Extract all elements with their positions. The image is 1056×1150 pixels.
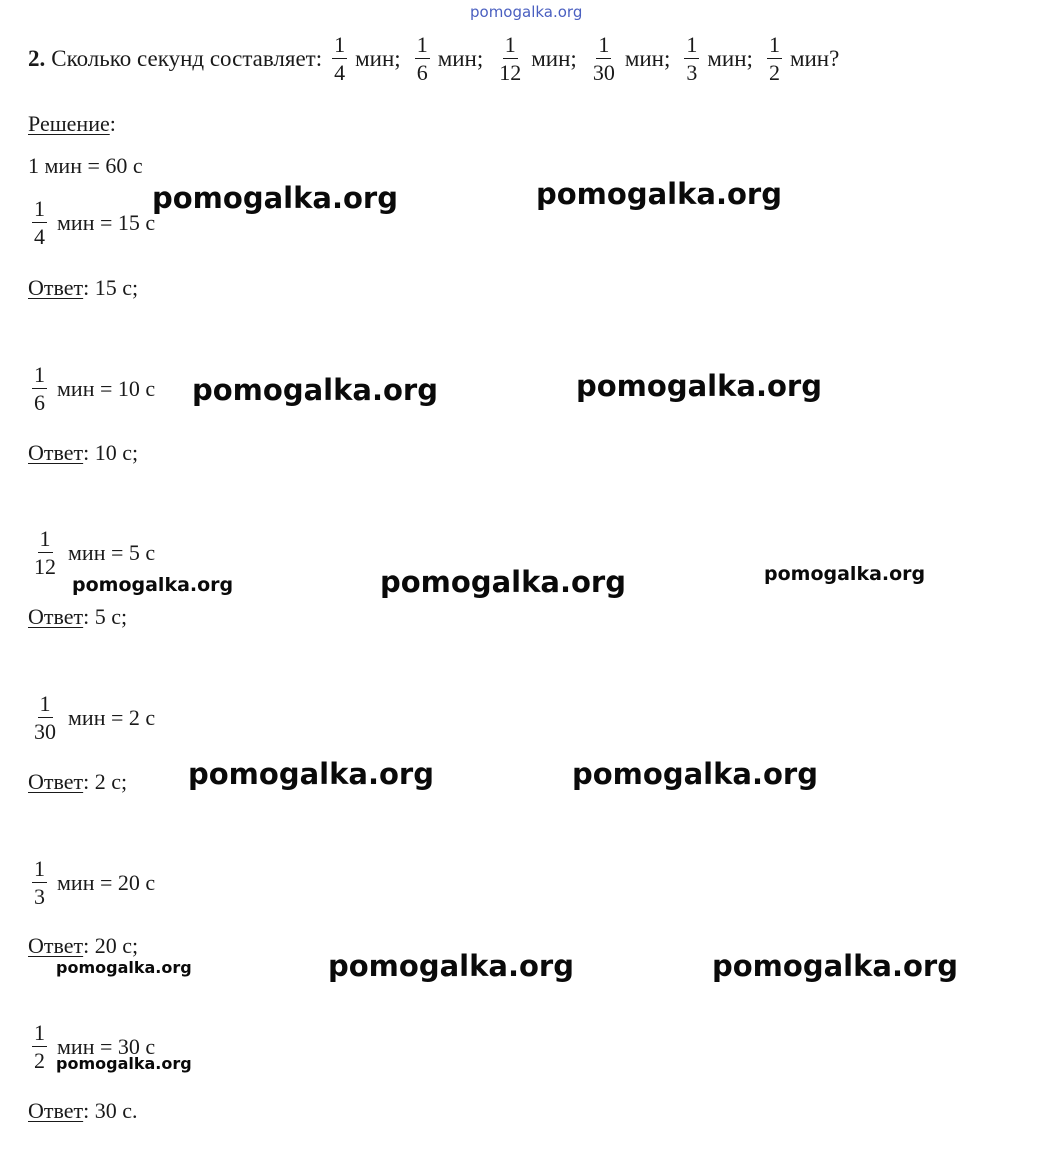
step-answer: Ответ: 15 с; bbox=[28, 275, 139, 300]
step-answer: Ответ: 2 с; bbox=[28, 769, 128, 794]
step-answer: Ответ: 20 с; bbox=[28, 933, 139, 958]
step-equation: $\frac{1}{6}$ мин = 10 с bbox=[34, 362, 156, 415]
step-fraction: $\frac{1}{3}$ bbox=[34, 856, 45, 909]
task-number: 2. bbox=[28, 46, 46, 71]
watermark: pomogalka.org bbox=[56, 958, 192, 977]
watermark: pomogalka.org bbox=[536, 177, 782, 211]
watermark: pomogalka.org bbox=[188, 757, 434, 791]
watermark: pomogalka.org bbox=[56, 1054, 192, 1073]
task-unit: мин; bbox=[355, 46, 401, 71]
watermark: pomogalka.org bbox=[328, 949, 574, 983]
watermark: pomogalka.org bbox=[712, 949, 958, 983]
task-fraction: $\frac{1}{2}$ bbox=[768, 32, 780, 85]
step-equation: $\frac{1}{4}$ мин = 15 с bbox=[34, 196, 156, 249]
step-equation: $\frac{1}{12}$ мин = 5 с bbox=[34, 526, 156, 579]
watermark: pomogalka.org bbox=[72, 574, 234, 596]
task-fraction: $\frac{1}{3}$ bbox=[686, 32, 698, 85]
watermark: pomogalka.org bbox=[572, 757, 818, 791]
task-question: Сколько секунд составляет: bbox=[51, 46, 323, 71]
watermark: pomogalka.org bbox=[380, 565, 626, 599]
task-fraction: $\frac{1}{6}$ bbox=[416, 32, 428, 85]
task-unit: мин; bbox=[624, 46, 671, 71]
step-equation: $\frac{1}{3}$ мин = 20 с bbox=[34, 856, 156, 909]
base-fact: 1 мин = 60 с bbox=[28, 153, 143, 178]
step-fraction: $\frac{1}{2}$ bbox=[34, 1020, 45, 1073]
watermark: pomogalka.org bbox=[192, 373, 438, 407]
step-equation: $\frac{1}{2}$ мин = 30 с bbox=[34, 1020, 156, 1073]
step-fraction: $\frac{1}{4}$ bbox=[34, 196, 45, 249]
step-answer: Ответ: 5 с; bbox=[28, 604, 128, 629]
step-fraction: $\frac{1}{12}$ bbox=[34, 526, 56, 579]
step-answer: Ответ: 10 с; bbox=[28, 440, 139, 465]
task-fraction: $\frac{1}{4}$ bbox=[334, 32, 346, 85]
task-unit: мин; bbox=[531, 46, 577, 71]
task-fraction: $\frac{1}{30}$ bbox=[592, 32, 615, 85]
task-unit: мин? bbox=[789, 46, 840, 71]
task-unit: мин; bbox=[437, 46, 484, 71]
step-fraction: $\frac{1}{30}$ bbox=[34, 691, 56, 744]
solution-heading: Решение: bbox=[28, 111, 116, 136]
watermark: pomogalka.org bbox=[152, 181, 398, 215]
task-fraction: $\frac{1}{12}$ bbox=[499, 32, 522, 85]
step-answer: Ответ: 30 с. bbox=[28, 1098, 138, 1123]
watermark: pomogalka.org bbox=[764, 563, 926, 585]
task-statement bbox=[28, 34, 839, 84]
step-equation: $\frac{1}{30}$ мин = 2 с bbox=[34, 691, 156, 744]
task-unit: мин; bbox=[707, 46, 753, 71]
step-fraction: $\frac{1}{6}$ bbox=[34, 362, 45, 415]
watermark: pomogalka.org bbox=[576, 369, 822, 403]
header-watermark: pomogalka.org bbox=[470, 3, 583, 21]
